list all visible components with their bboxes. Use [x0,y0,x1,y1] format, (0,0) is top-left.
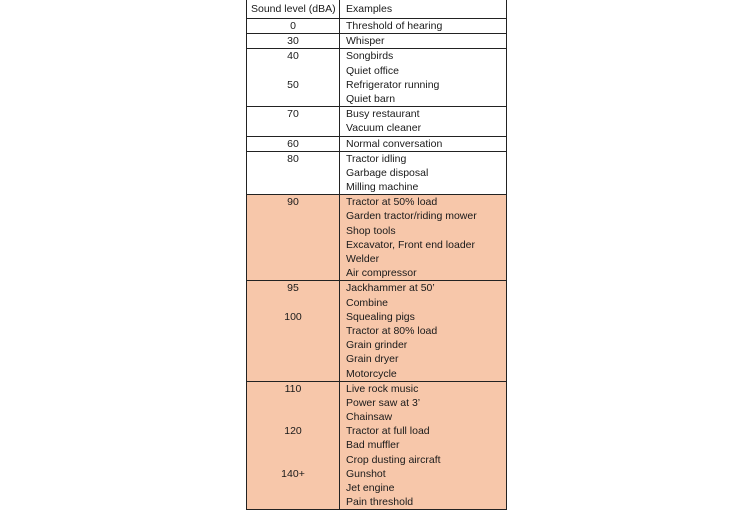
table-row [247,34,506,49]
table-row [247,281,506,381]
example-item: Pain threshold [346,496,414,509]
example-item: Crop dusting aircraft [346,453,441,466]
examples-cell [340,382,506,510]
example-item: Power saw at 3’ [346,396,421,409]
sound-level-value: 60 [287,137,299,150]
sound-level-value: 120 [284,425,302,438]
sound-level-value: 70 [287,108,299,121]
sound-level-value: 140+ [281,467,305,480]
example-item: Chainsaw [346,411,393,424]
example-item: Combine [346,296,389,309]
example-item: Tractor at 50% load [346,196,438,209]
examples-cell [340,137,506,151]
examples-cell [340,49,506,106]
table-row [247,137,506,152]
sound-level-cell [247,19,340,33]
example-item: Bad muffler [346,439,400,452]
table-row [247,49,506,107]
header-sound-level: Sound level (dBA) [247,0,340,18]
example-item: Live rock music [346,382,419,395]
example-item: Grain dryer [346,353,399,366]
sound-level-value [247,166,339,180]
sound-level-value [247,438,339,452]
sound-level-value [247,453,339,467]
sound-level-value [247,410,339,424]
example-item: Refrigerator running [346,78,440,91]
example-item: Quiet office [346,64,399,77]
example-item: Busy restaurant [346,108,420,121]
sound-level-value [247,367,339,381]
sound-level-cell [247,152,340,195]
example-item: Excavator, Front end loader [346,238,475,251]
sound-level-value: 90 [287,196,299,209]
examples-cell [340,281,506,380]
sound-level-value [247,352,339,366]
table-row [247,19,506,34]
sound-level-value [247,396,339,410]
sound-level-value: 110 [284,382,302,395]
example-item: Whisper [346,35,385,48]
example-item: Quiet barn [346,92,396,105]
example-item: Shop tools [346,224,396,237]
sound-level-value [247,495,339,509]
sound-level-value [247,64,339,78]
sound-level-cell [247,382,340,510]
sound-level-value: 50 [287,78,299,91]
example-item: Garden tractor/riding mower [346,210,477,223]
example-item: Normal conversation [346,137,443,150]
example-item: Tractor at full load [346,425,430,438]
sound-level-value [247,296,339,310]
sound-level-value: 40 [287,50,299,63]
table-row [247,382,506,510]
sound-level-cell [247,195,340,280]
examples-cell [340,107,506,135]
example-item: Welder [346,253,380,265]
example-item: Jet engine [346,482,395,494]
examples-cell [340,152,506,195]
example-item: Vacuum cleaner [346,122,422,135]
sound-level-value [247,338,339,352]
sound-level-value [247,266,339,280]
examples-cell [340,19,506,33]
sound-level-value: 0 [290,20,296,32]
sound-level-cell [247,107,340,135]
sound-level-value [247,209,339,223]
example-item: Gunshot [346,467,386,480]
sound-level-cell [247,137,340,151]
sound-level-cell [247,34,340,48]
example-item: Air compressor [346,267,417,280]
example-item: Tractor at 80% load [346,324,438,337]
example-item: Threshold of hearing [346,20,443,32]
example-item: Motorcycle [346,367,397,380]
examples-cell [340,195,506,280]
table-row [247,195,506,281]
example-item: Grain grinder [346,339,408,352]
sound-level-cell [247,49,340,106]
sound-level-table [246,0,507,510]
example-item: Jackhammer at 50’ [346,282,435,295]
example-item: Garbage disposal [346,166,429,179]
table-row [247,152,506,196]
sound-level-value: 30 [287,35,299,48]
example-item: Tractor idling [346,152,407,165]
header-examples: Examples [346,3,393,15]
table-row [247,107,506,136]
sound-level-value [247,180,339,194]
sound-level-value: 95 [287,282,299,295]
sound-level-value [247,252,339,266]
sound-level-cell [247,281,340,380]
example-item: Milling machine [346,181,419,194]
table-body [247,19,506,509]
example-item: Songbirds [346,50,394,63]
sound-level-value [247,92,339,106]
sound-level-value [247,481,339,495]
sound-level-value [247,121,339,135]
sound-level-value [247,238,339,252]
examples-cell [340,34,506,48]
sound-level-value [247,324,339,338]
sound-level-value [247,224,339,238]
example-item: Squealing pigs [346,310,415,323]
table-header [247,0,506,19]
sound-level-value: 80 [287,152,299,165]
sound-level-value: 100 [284,310,302,323]
